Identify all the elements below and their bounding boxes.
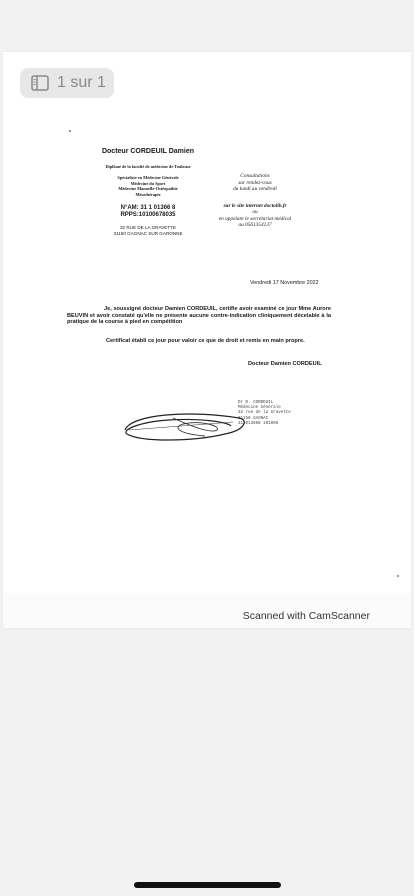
consult-line: du lundi au vendredi bbox=[233, 186, 277, 192]
stamp-line: 31150 GAGNAC bbox=[238, 416, 269, 421]
doctor-faculty: Diplômé de la faculté de médecine de Toulouse bbox=[105, 164, 191, 169]
handwritten-signature bbox=[121, 404, 251, 444]
document-page[interactable] bbox=[3, 52, 411, 628]
specialty-line: Mésothérapie bbox=[135, 191, 161, 197]
letter-date: Vendredi 17 Novembre 2022 bbox=[250, 280, 319, 286]
specialty-line: Spécialiste en Médecine Générale bbox=[117, 175, 179, 180]
body-text: Je, soussigné docteur Damien CORDEUIL, certifie avoir examiné ce jour Mme Aurore BEUVIN et avoir constaté qu'elle ne présente aucune contre-indication cliniquement décelable à la pratique de la course à pied en compétition bbox=[67, 306, 331, 326]
address-line: 32 RUE DE LA GRAVETTE bbox=[119, 225, 177, 230]
stamp-line: Dr D. CORDEUIL bbox=[238, 401, 274, 405]
rpps-number: RPPS:10100678035 bbox=[120, 212, 176, 218]
specialty-line: Médecine Manuelle-Ostéopathie bbox=[118, 186, 178, 191]
doctor-name: Docteur CORDEUIL Damien bbox=[101, 148, 195, 155]
doctor-header bbox=[73, 148, 223, 236]
certificate-statement: Certificat établi ce jour pour valoir ce que de droit et remis en main propre. bbox=[106, 338, 305, 344]
doctor-address bbox=[73, 225, 223, 236]
certificate-body bbox=[67, 306, 331, 326]
consultation-info bbox=[205, 173, 305, 229]
consult-line: sur le site internet doctolib.fr bbox=[223, 202, 287, 209]
home-indicator[interactable] bbox=[134, 882, 281, 888]
camscanner-watermark: Scanned with CamScanner bbox=[242, 610, 370, 622]
scan-speck bbox=[69, 130, 71, 132]
consult-line: Consultations bbox=[240, 173, 270, 179]
consult-line: en appelant le secrétariat médical bbox=[218, 215, 292, 222]
signature-name: Docteur Damien CORDEUIL bbox=[248, 361, 322, 367]
page-indicator bbox=[20, 68, 114, 98]
page-indicator-label: 1 sur 1 bbox=[57, 74, 106, 91]
consult-line: sur rendez-vous bbox=[238, 179, 272, 186]
doctor-specialties bbox=[73, 175, 223, 197]
scan-speck bbox=[397, 575, 399, 577]
am-number: N°AM: 31 1 01366 8 bbox=[120, 205, 176, 211]
stamp-line: Médecine Générale bbox=[238, 406, 281, 411]
consult-line: ou bbox=[252, 209, 258, 215]
medical-certificate bbox=[3, 52, 411, 628]
stamp-line: 32 rue de la Gravette bbox=[238, 411, 291, 416]
document-pages-icon bbox=[31, 75, 49, 91]
doctor-identifiers bbox=[73, 205, 223, 219]
specialty-line: Médecine du Sport bbox=[130, 180, 166, 186]
consult-line: au 0561354137 bbox=[238, 222, 272, 228]
address-line: 31150 GAGNAC SUR GARONNE bbox=[113, 230, 183, 236]
stamp-line: 311013668 101006 bbox=[238, 421, 279, 426]
